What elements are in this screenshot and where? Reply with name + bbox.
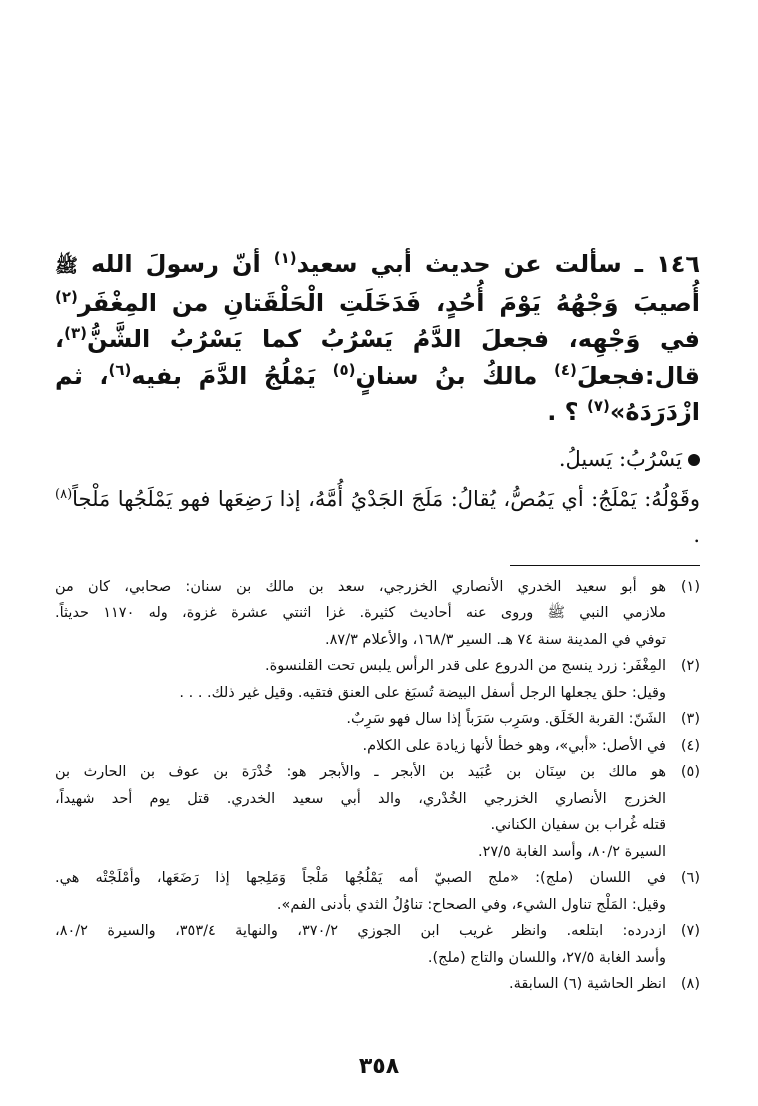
footnote-ref-7[interactable]: (٧)	[586, 397, 610, 415]
footnote-number: (٧)	[680, 923, 700, 939]
footnote-8	[55, 971, 700, 998]
bullet-icon	[688, 454, 700, 466]
footnote-body	[55, 759, 666, 786]
footnote-line: انظر الحاشية (٦) السابقة.	[509, 976, 666, 992]
footnote-line: وقيل: حلق يجعلها الرجل أسفل البيضة تُسبَغ على العنق فتقيه. وقيل غير ذلك. . . .	[179, 684, 666, 701]
footnote-line: الشَنّ: القربة الخَلَق. وسَرِب سَرَباً إذا سال فهو سَرِبٌ.	[346, 711, 666, 727]
page-number: ٣٥٨	[358, 1054, 400, 1079]
honorific-glyph: ﷺ	[55, 255, 78, 277]
footnote-number: (٦)	[680, 870, 700, 886]
footnote-2	[55, 653, 700, 706]
footnote-line: المِغْفَر: زرد ينسج من الدروع على قدر الرأس يلبس تحت القلنسوة.	[264, 658, 666, 674]
footnote-line: توفي في المدينة سنة ٧٤ هـ. السير ١٦٨/٣، والأعلام ٨٧/٣.	[325, 631, 666, 648]
footnote-body	[55, 733, 666, 760]
hadith-question-paragraph	[55, 246, 700, 431]
footnote-line: الخزرج الأنصاري الخزرجي الخُدْري، والد أبي سعيد الخدري. قتل يوم أحد شهيداً،	[55, 790, 666, 807]
footnote-line: ملازمي النبي ﷺ وروى عنه أحاديث كثيرة. غزا اثنتي عشرة غزوة، وله ١١٧٠ حديثاً.	[55, 605, 666, 621]
footnote-line: قتله غُراب بن سفيان الكناني.	[490, 817, 666, 833]
footnote-line: السيرة ٨٠/٢، وأسد الغابة ٢٧/٥.	[477, 843, 666, 860]
footnote-line: ازدرده: ابتلعه. وانظر غريب ابن الجوزي ٣٧٠/٢، والنهاية ٣٥٣/٤، والسيرة ٨٠/٢،	[55, 923, 666, 939]
hadith-text-e: ، قال:فجعلَ	[55, 325, 700, 390]
footnote-number: (٤)	[680, 737, 700, 754]
footnote-number: (٣)	[680, 711, 700, 727]
footnote-7-continuation	[55, 945, 700, 972]
footnote-ref-4[interactable]: (٤)	[553, 360, 577, 379]
footnote-6	[55, 865, 700, 918]
hadith-text-h: ، ثم ازْدَرَدَهُ»	[55, 361, 700, 426]
footnote-line: هو مالك بن سِنَان بن عُبَيد بن الأبجر ـ والأبجر هو: خُدْرَة بن عوف بن الحارث بن	[55, 764, 666, 780]
footnote-body	[55, 971, 666, 998]
footnote-body	[55, 574, 666, 601]
footnote-line: هو أبو سعيد الخدري الأنصاري الخزرجي، سعد بن مالك بن سنان: صحابي، كان من	[55, 578, 666, 595]
footnote-body	[55, 865, 666, 918]
hadith-text-i: ؟ .	[547, 398, 587, 426]
footnote-ref-3[interactable]: (٣)	[64, 324, 87, 342]
gloss-text-2-end: .	[693, 522, 700, 547]
hadith-text-c: أُصيبَ وَجْهُهُ يَوْمَ أُحُدٍ، فَدَخَلَتِ الْحَلْقَتانِ من المِغْفَر	[77, 288, 700, 317]
footnote-5-continuation	[55, 786, 700, 866]
gloss-text-2: وقَوْلُهُ: يَمْلَجُ: أي يَمُصُّ، يُقالُ: مَلَجَ الجَدْيُ أُمَّهُ، إذا رَضِعَها فهو يَمْلَجُها مَلْجاً	[72, 486, 700, 511]
footnote-line: وقيل: المَلْج تناول الشيء، وفي الصحاح: تناوُلُ الثدي بأدنى الفم».	[276, 896, 666, 913]
footnote-7	[55, 918, 700, 945]
footnote-ref-6[interactable]: (٦)	[108, 360, 132, 379]
footnote-line: في الأصل: «أبي»، وهو خطأ لأنها زيادة على الكلام.	[362, 737, 666, 754]
footnote-ref-8[interactable]: (٨)	[55, 486, 73, 502]
footnote-ref-2[interactable]: (٢)	[55, 287, 78, 306]
hadith-text-d: في وَجْهِه، فجعلَ الدَّمُ يَسْرُبُ كما يَسْرُبُ الشَّنُّ	[87, 325, 700, 353]
footnotes-section	[55, 574, 700, 998]
footnote-ref-1[interactable]: (١)	[273, 249, 297, 267]
hadith-text-a: ١٤٦ ـ سألت عن حديث أبي سعيد	[296, 250, 701, 278]
footnote-3	[55, 706, 700, 733]
footnote-number: (٢)	[680, 658, 700, 674]
footnote-4	[55, 733, 700, 760]
footnote-ref-5[interactable]: (٥)	[332, 360, 356, 379]
gloss-line-1	[55, 441, 700, 477]
footnote-5	[55, 759, 700, 786]
gloss-line-2	[55, 481, 700, 553]
hadith-text-b: أنّ رسولَ الله	[77, 250, 274, 278]
footnote-line: وأسد الغابة ٢٧/٥، واللسان والتاج (ملج).	[427, 949, 666, 966]
footnote-number: (١)	[680, 578, 700, 595]
footnote-body	[55, 653, 666, 706]
footnote-1	[55, 574, 700, 601]
footnote-line: في اللسان (ملج): «ملج الصبيّ أمه يَمْلُجُها مَلْجاً وَمَلِجها إذا رَضَعَها، وأمْلَجْتْه هي.	[55, 870, 666, 886]
hadith-text-g: يَمْلُجُ الدَّمَ بفيه	[131, 361, 333, 390]
footnote-1-continuation	[55, 600, 700, 653]
footnote-body	[55, 918, 666, 945]
gloss-text-1: يَسْرُبُ: يَسيلُ.	[558, 446, 682, 471]
footnote-body	[55, 706, 666, 733]
footnote-number: (٨)	[680, 976, 700, 992]
footnote-separator	[510, 565, 700, 566]
footnote-number: (٥)	[680, 764, 700, 780]
hadith-text-f: مالكُ بنُ سنانٍ	[355, 361, 554, 390]
